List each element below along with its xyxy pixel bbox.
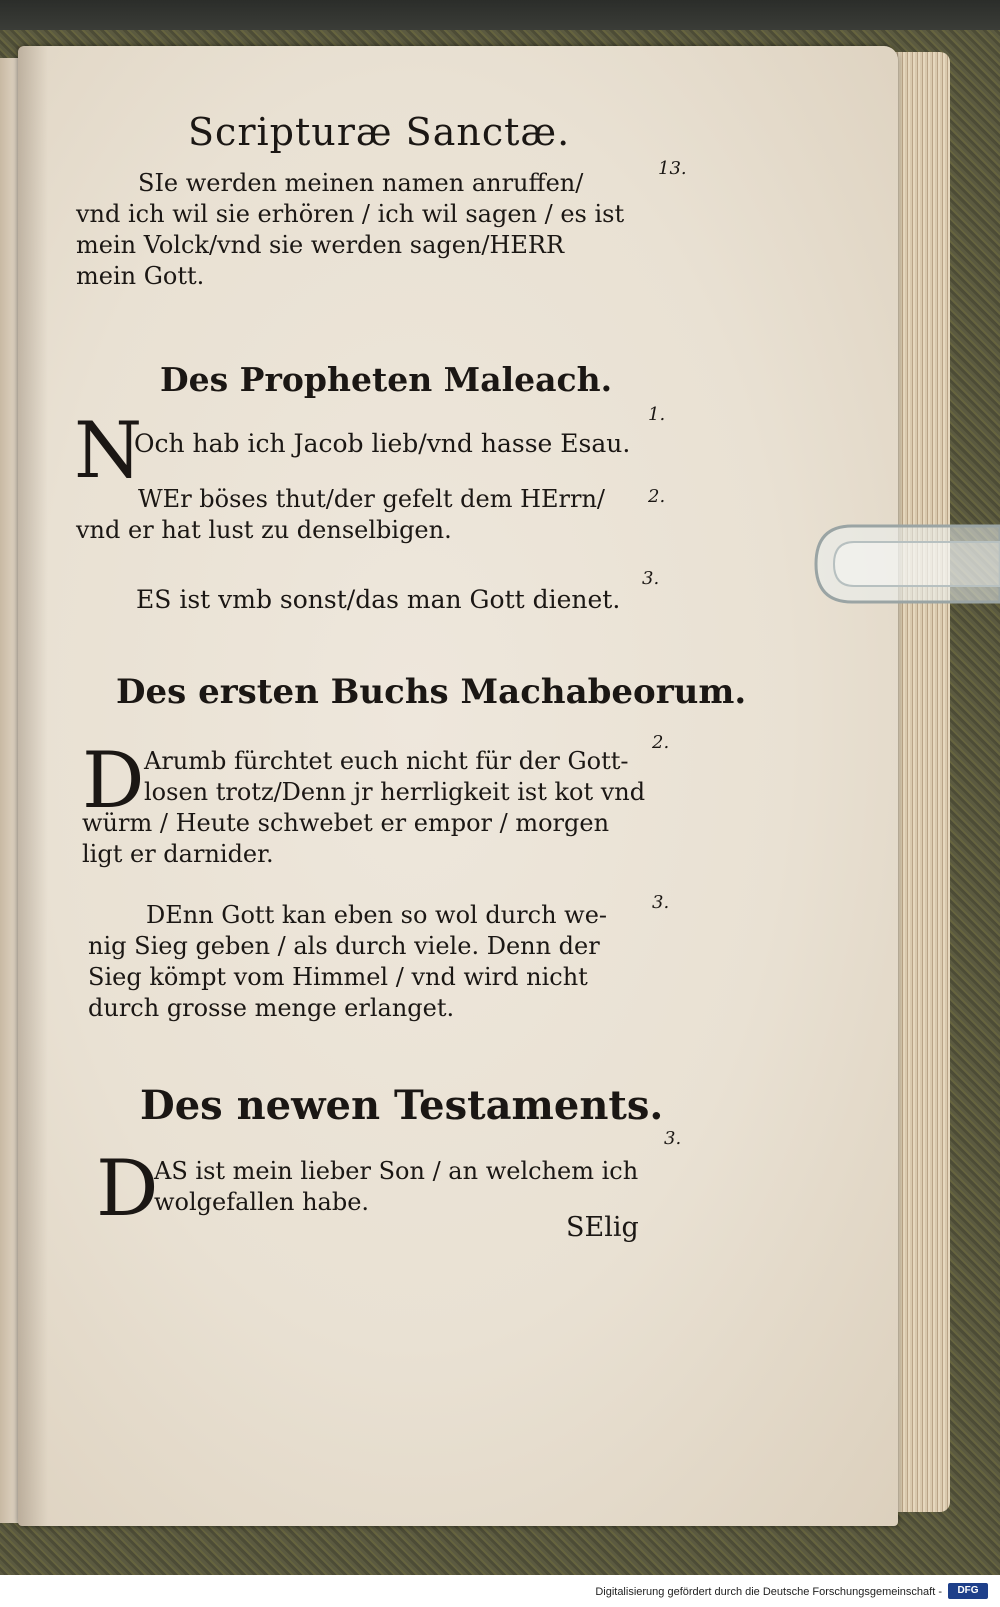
- text-line: WEr böses thut/der gefelt dem HErrn/: [138, 485, 606, 513]
- paragraph-3: [136, 584, 620, 615]
- paragraph-1: [134, 428, 630, 459]
- dfg-logo: DFG: [948, 1583, 988, 1599]
- catchword: SElig: [566, 1212, 639, 1243]
- text-line: DEnn Gott kan eben so wol durch we-: [146, 901, 608, 929]
- verse-number: 3.: [642, 568, 660, 589]
- paragraph-3: [88, 900, 607, 1024]
- section-heading: Des newen Testaments.: [140, 1082, 664, 1129]
- text-line: durch grosse menge erlanget.: [88, 994, 455, 1022]
- text-line: AS ist mein lieber Son / an welchem ich: [154, 1157, 639, 1185]
- page-clip-icon: [812, 518, 1000, 610]
- text-line: vnd ich wil sie erhören / ich wil sagen / es ist: [76, 200, 625, 228]
- section-heading: Des Propheten Maleach.: [160, 360, 613, 399]
- text-line: ligt er darnider.: [82, 840, 274, 868]
- text-line: Sieg kömpt vom Himmel / vnd wird nicht: [88, 963, 588, 991]
- footer-credit: Digitalisierung gefördert durch die Deutsche Forschungsgemeinschaft -: [595, 1586, 942, 1598]
- verse-number: 2.: [652, 732, 670, 753]
- drop-cap: D: [82, 736, 145, 826]
- text-line: losen trotz/Denn jr herrligkeit ist kot vnd: [144, 778, 646, 806]
- text-line: SIe werden meinen namen anruffen/: [138, 169, 584, 197]
- verse-number: 13.: [658, 158, 687, 179]
- drop-cap: D: [96, 1144, 159, 1234]
- text-line: Arumb fürchtet euch nicht für der Gott-: [144, 747, 629, 775]
- paragraph-3: [154, 1156, 638, 1218]
- text-line: ES ist vmb sonst/das man Gott dienet.: [136, 585, 621, 614]
- running-title: Scripturæ Sanctæ.: [188, 110, 571, 154]
- text-line: würm / Heute schwebet er empor / morgen: [82, 809, 610, 837]
- gutter-shadow: [18, 46, 48, 1526]
- paragraph-2: [82, 746, 645, 870]
- verse-number: 1.: [648, 404, 666, 425]
- text-line: wolgefallen habe.: [154, 1188, 370, 1216]
- drop-cap: N: [74, 406, 143, 496]
- section-heading: Des ersten Buchs Machabeorum.: [116, 672, 747, 712]
- page-edges: [890, 52, 950, 1512]
- text-line: nig Sieg geben / als durch viele. Denn der: [88, 932, 600, 960]
- text-line: mein Gott.: [76, 262, 205, 290]
- text-line: vnd er hat lust zu denselbigen.: [76, 516, 452, 544]
- verse-number: 3.: [664, 1128, 682, 1149]
- paragraph-13: [76, 168, 624, 292]
- paragraph-2: [76, 484, 605, 546]
- text-line: mein Volck/vnd sie werden sagen/HERR: [76, 231, 565, 259]
- verse-number: 3.: [652, 892, 670, 913]
- verse-number: 2.: [648, 486, 666, 507]
- text-line: Och hab ich Jacob lieb/vnd hasse Esau.: [134, 429, 631, 458]
